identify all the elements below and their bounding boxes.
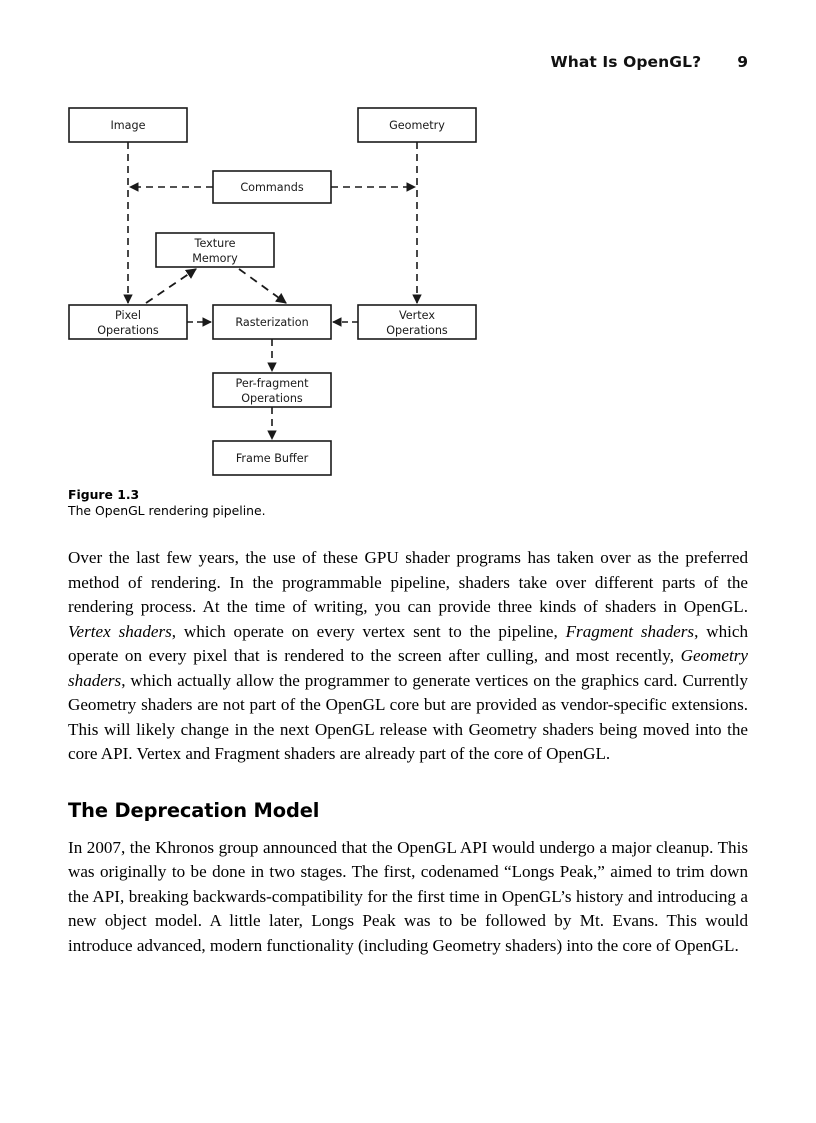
diagram-node-frame-buffer [213, 441, 331, 475]
paragraph-deprecation: In 2007, the Khronos group announced that the OpenGL API would undergo a major cleanup. This was originally to be done in two stages. The first, codenamed “Longs Peak,” aimed to trim down the API, breaking backwards-compatibility for the first time in OpenGL’s history and introducing a new object model. A little later, Longs Peak was to be followed by Mt. Evans. This would introduce advanced, modern functionality (including Geometry shaders) into the core of OpenGL. [68, 837, 748, 955]
figure-caption [68, 487, 488, 520]
spacer-before-heading [68, 767, 748, 799]
diagram-node-frame-buffer-label: Frame Buffer [235, 452, 309, 465]
diagram-node-rasterization [213, 305, 331, 339]
edge-texture-memory-to-rasterization [239, 269, 286, 303]
term-fragment-shaders: Fragment shaders [565, 621, 695, 641]
diagram-node-per-fragment-label-line2: Operations [241, 392, 303, 405]
diagram-node-texture-memory-label-line2: Memory [192, 252, 238, 265]
paragraph-shaders-part4: , which actually allow the programmer to generate vertices on the graphics card. Currently Geometry shaders are not part of the OpenGL core but are provided as vendor-specific extensions. This will likely change in the next OpenGL release with Geometry shaders being moved into the core API. Vertex and Fragment shaders are already part of the core of OpenGL. [68, 670, 748, 763]
figure-1-3-diagram [0, 0, 816, 500]
figure-caption-label: Figure 1.3 [68, 487, 140, 502]
term-vertex-shaders: Vertex shaders [68, 621, 172, 641]
page-number: 9 [737, 53, 748, 71]
diagram-node-pixel-operations-label-line2: Operations [97, 324, 159, 337]
term-geometry-shaders: Geometry shaders [68, 646, 748, 690]
diagram-node-texture-memory [156, 233, 274, 267]
paragraph-shaders-part1: Over the last few years, the use of these GPU shader programs has taken over as the preferred method of rendering. In the programmable pipeline, shaders take over different parts of the rendering process. At the time of writing, you can provide three kinds of shaders in OpenGL. [68, 548, 748, 616]
diagram-node-vertex-operations-label-line2: Operations [386, 324, 448, 337]
figure-caption-text: The OpenGL rendering pipeline. [68, 503, 266, 519]
diagram-node-geometry [358, 108, 476, 142]
paragraph-shaders-part2: , which operate on every vertex sent to the pipeline, [171, 621, 566, 641]
diagram-node-pixel-operations-label-line1: Pixel [115, 309, 141, 322]
diagram-node-image-label: Image [110, 119, 146, 132]
edge-pixel-operations-to-texture-memory [146, 269, 196, 303]
header-chapter-title: What Is OpenGL? [550, 53, 702, 71]
pipeline-diagram-svg [0, 0, 816, 500]
diagram-node-commands [213, 171, 331, 203]
diagram-node-vertex-operations [358, 305, 476, 339]
diagram-node-geometry-label: Geometry [389, 119, 445, 132]
diagram-node-image [69, 108, 187, 142]
diagram-node-pixel-operations [69, 305, 187, 339]
diagram-node-per-fragment-label-line1: Per-fragment [235, 377, 309, 390]
paragraph-shaders-part3: , which operate on every pixel that is rendered to the screen after culling, and most recently, [68, 621, 748, 665]
diagram-node-commands-label: Commands [240, 181, 304, 194]
body-content [68, 546, 748, 958]
diagram-node-per-fragment-operations [213, 373, 331, 407]
diagram-node-rasterization-label: Rasterization [235, 316, 309, 329]
section-heading-deprecation-model: The Deprecation Model [68, 798, 320, 822]
paragraph-shaders [68, 546, 748, 767]
spacer-after-heading [68, 822, 748, 836]
diagram-node-vertex-operations-label-line1: Vertex [399, 309, 435, 322]
diagram-node-texture-memory-label-line1: Texture [194, 237, 236, 250]
